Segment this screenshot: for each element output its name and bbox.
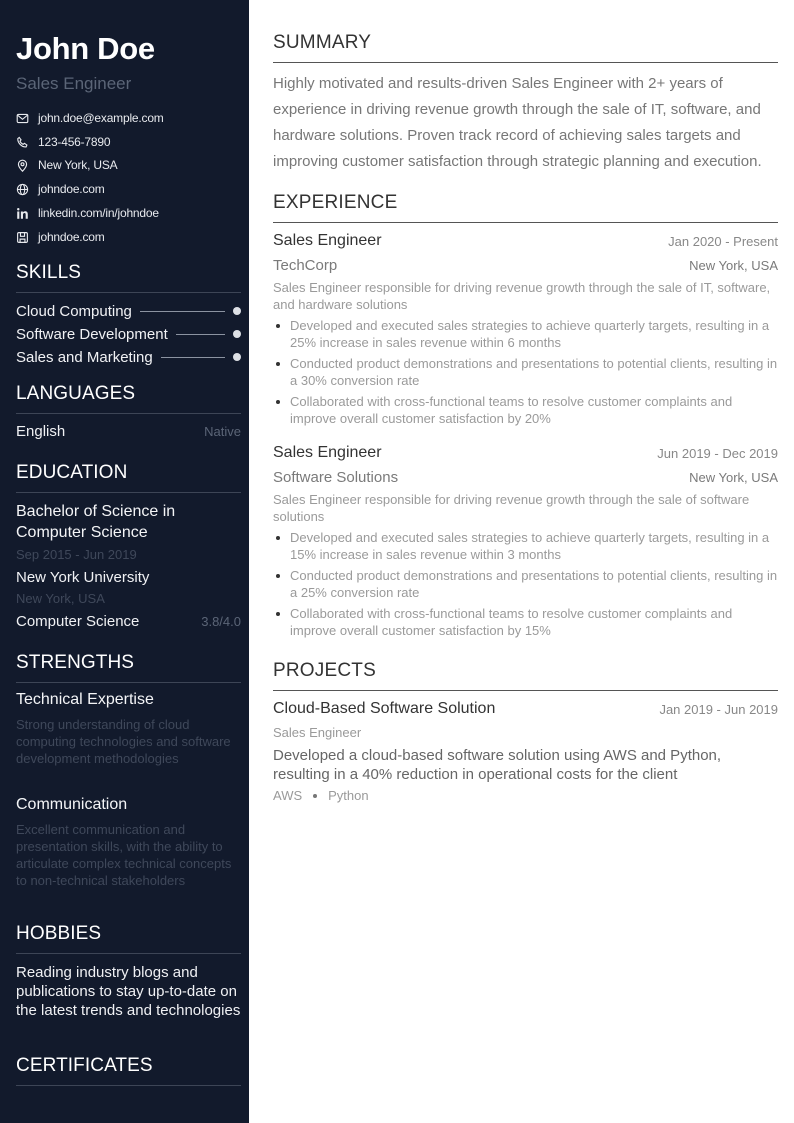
mail-icon	[16, 112, 29, 125]
achievement-item: Conducted product demonstrations and presentations to potential clients, resulting in a 25% conversion rate	[273, 567, 778, 601]
contact-website-text: johndoe.com	[38, 182, 105, 196]
languages-divider	[16, 413, 241, 414]
sidebar	[0, 0, 249, 1123]
strength-title: Communication	[16, 796, 128, 813]
skill-level-dot	[233, 330, 241, 338]
contact-linkedin[interactable]	[16, 205, 159, 221]
contact-website[interactable]	[16, 181, 105, 197]
linkedin-icon	[16, 207, 29, 220]
language-level: Native	[204, 424, 241, 439]
strength-title: Technical Expertise	[16, 691, 154, 708]
contact-phone[interactable]	[16, 134, 110, 150]
profile-role: Sales Engineer	[16, 74, 132, 93]
project-dates: Jan 2019 - Jun 2019	[659, 702, 778, 717]
job-company: Software Solutions	[273, 469, 399, 486]
education-divider	[16, 492, 241, 493]
summary-divider	[273, 62, 778, 63]
projects-heading: PROJECTS	[273, 660, 376, 681]
skill-item	[16, 324, 241, 344]
experience-divider	[273, 222, 778, 223]
project-role: Sales Engineer	[273, 725, 362, 740]
job-description: Sales Engineer responsible for driving revenue growth through the sale of software solutions	[273, 492, 750, 524]
strengths-divider	[16, 682, 241, 683]
globe-icon	[16, 183, 29, 196]
education-degree: Bachelor of Science in Computer Science	[16, 503, 176, 541]
job-company: TechCorp	[273, 257, 338, 274]
website-icon	[16, 231, 29, 244]
contact-portfolio[interactable]	[16, 229, 105, 245]
hobbies-heading: HOBBIES	[16, 923, 102, 944]
achievement-item: Collaborated with cross-functional teams to resolve customer complaints and improve overall customer satisfaction by 20%	[273, 393, 778, 427]
education-dates: Sep 2015 - Jun 2019	[16, 547, 137, 562]
skill-level-dot	[233, 353, 241, 361]
tag-separator	[313, 794, 317, 798]
phone-icon	[16, 136, 29, 149]
profile-name: John Doe	[16, 31, 155, 66]
location-icon	[16, 159, 29, 172]
education-heading: EDUCATION	[16, 462, 128, 483]
skill-item	[16, 301, 241, 321]
skill-name: Software Development	[16, 325, 168, 343]
contact-location	[16, 157, 117, 173]
main-content	[249, 0, 794, 1123]
skill-name: Cloud Computing	[16, 302, 132, 320]
job-dates: Jun 2019 - Dec 2019	[657, 446, 778, 461]
job-location: New York, USA	[689, 258, 778, 273]
achievement-item: Conducted product demonstrations and presentations to potential clients, resulting in a 30% conversion rate	[273, 355, 778, 389]
skill-item	[16, 347, 241, 367]
languages-heading: LANGUAGES	[16, 383, 136, 404]
education-score: 3.8/4.0	[201, 614, 241, 629]
job-achievements	[273, 317, 778, 431]
contact-phone-text: 123-456-7890	[38, 135, 111, 149]
education-location: New York, USA	[16, 591, 105, 606]
skill-leader-line	[161, 357, 225, 358]
summary-text: Highly motivated and results-driven Sales Engineer with 2+ years of experience in driving revenue growth through the sale of IT, software, and hardware solutions. Proven track record of achieving sales targets and improving customer satisfaction through strategic planning and execution.	[273, 75, 762, 170]
job-location: New York, USA	[689, 470, 778, 485]
contact-location-text: New York, USA	[38, 158, 118, 172]
job-title: Sales Engineer	[273, 444, 382, 461]
project-tags	[273, 788, 369, 803]
project-title: Cloud-Based Software Solution	[273, 700, 496, 717]
experience-heading: EXPERIENCE	[273, 192, 398, 213]
skills-heading: SKILLS	[16, 262, 82, 283]
project-description: Developed a cloud-based software solution using AWS and Python, resulting in a 40% reduction in operational costs for the client	[273, 747, 722, 783]
language-name: English	[16, 423, 66, 440]
job-dates: Jan 2020 - Present	[668, 234, 778, 249]
job-title: Sales Engineer	[273, 232, 382, 249]
job-description: Sales Engineer responsible for driving revenue growth through the sale of IT, software, and hardware solutions	[273, 280, 771, 312]
contact-portfolio-text: johndoe.com	[38, 230, 105, 244]
skill-level-dot	[233, 307, 241, 315]
hobby-item: Reading industry blogs and publications to stay up-to-date on the latest trends and technologies	[16, 964, 241, 1019]
education-school: New York University	[16, 569, 150, 586]
summary-heading: SUMMARY	[273, 32, 372, 53]
achievement-item: Developed and executed sales strategies to achieve quarterly targets, resulting in a 25% increase in sales revenue within 6 months	[273, 317, 778, 351]
achievement-item: Developed and executed sales strategies to achieve quarterly targets, resulting in a 15% increase in sales revenue within 3 months	[273, 529, 778, 563]
achievement-item: Collaborated with cross-functional teams to resolve customer complaints and improve overall customer satisfaction by 15%	[273, 605, 778, 639]
skill-leader-line	[176, 334, 225, 335]
project-tag: AWS	[273, 788, 303, 803]
skills-divider	[16, 292, 241, 293]
certificates-heading: CERTIFICATES	[16, 1055, 153, 1076]
certificates-divider	[16, 1085, 241, 1086]
projects-divider	[273, 690, 778, 691]
strengths-heading: STRENGTHS	[16, 652, 135, 673]
strength-description: Excellent communication and presentation skills, with the ability to articulate complex technical concepts to non-technical stakeholders	[16, 822, 232, 888]
hobbies-divider	[16, 953, 241, 954]
job-achievements	[273, 529, 778, 643]
skill-leader-line	[140, 311, 225, 312]
skill-name: Sales and Marketing	[16, 348, 153, 366]
contact-linkedin-text: linkedin.com/in/johndoe	[38, 206, 159, 220]
contact-email-text: john.doe@example.com	[38, 111, 164, 125]
education-field: Computer Science	[16, 613, 140, 630]
strength-description: Strong understanding of cloud computing technologies and software development methodologies	[16, 717, 231, 766]
project-tag: Python	[328, 788, 369, 803]
contact-email[interactable]	[16, 110, 164, 126]
